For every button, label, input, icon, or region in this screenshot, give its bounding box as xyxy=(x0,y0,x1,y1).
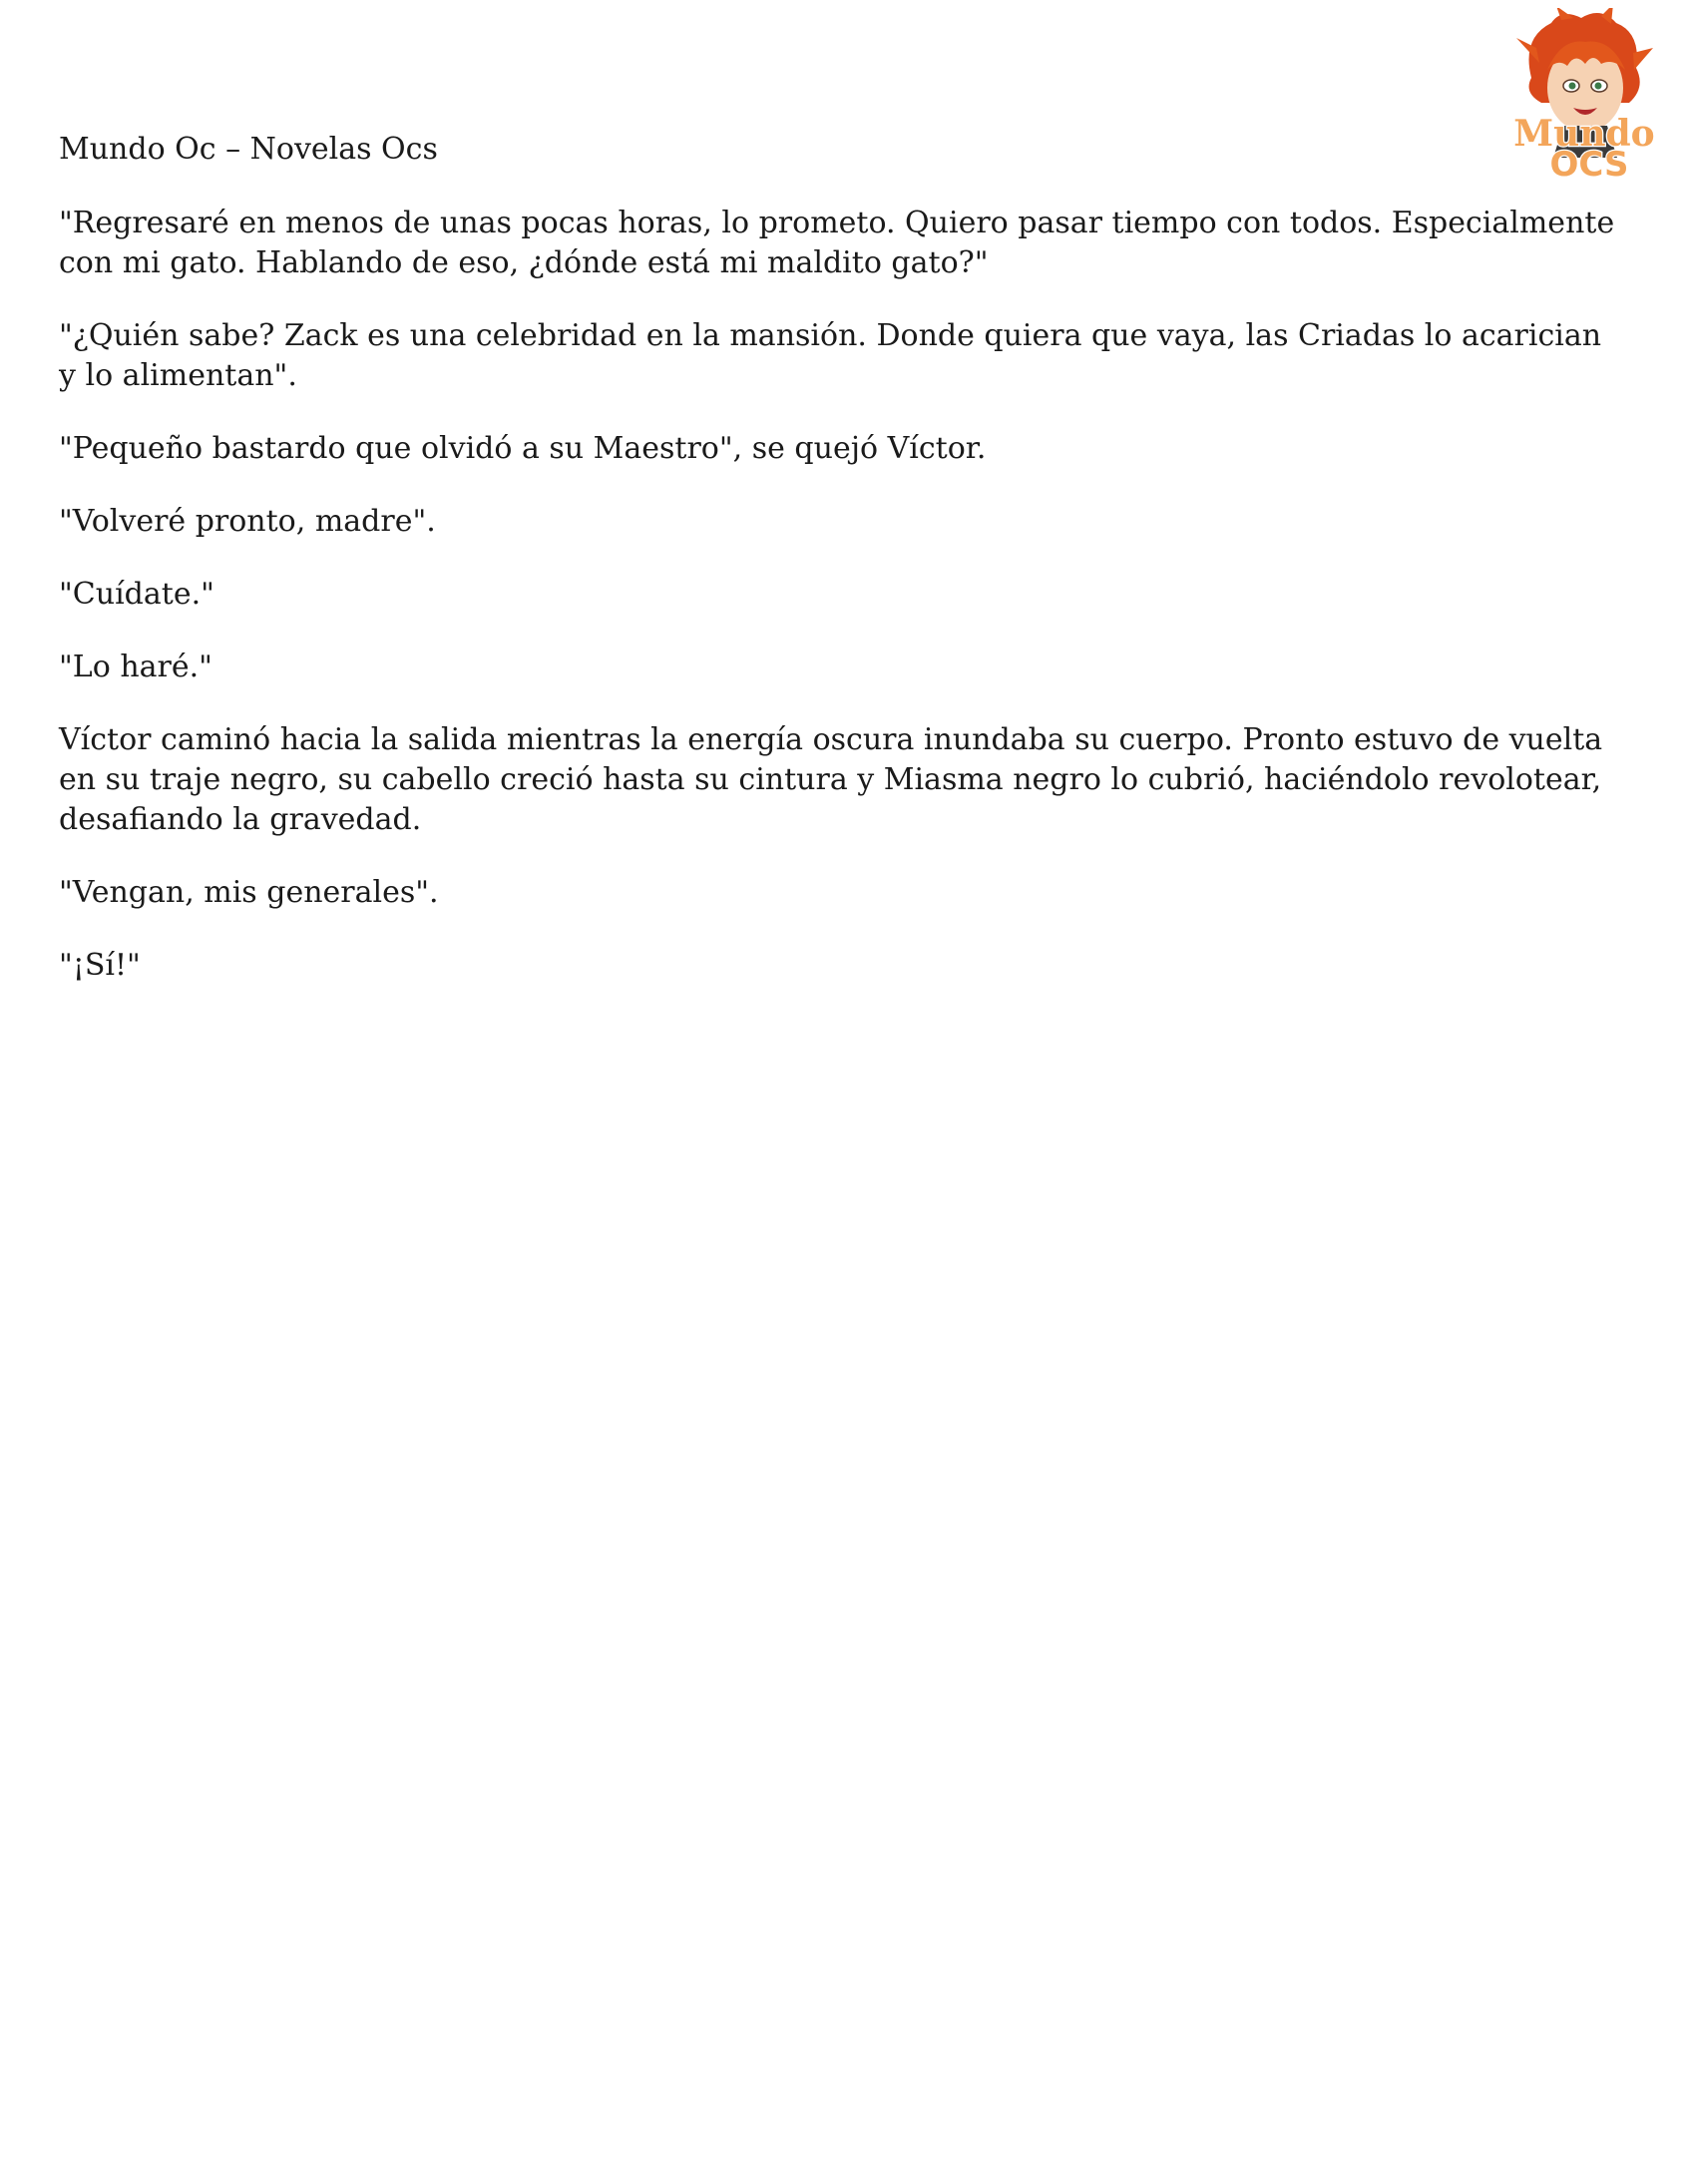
page-header: Mundo Oc – Novelas Ocs xyxy=(59,132,438,167)
paragraph: "Regresaré en menos de unas pocas horas, lo prometo. Quiero pasar tiempo con todos. Especialmente con mi gato. Hablando de eso, ¿dónde está mi maldito gato?" xyxy=(59,206,1615,280)
logo-text-top: Mundo xyxy=(1513,113,1655,155)
document-body xyxy=(59,204,1615,1019)
paragraph: Víctor caminó hacia la salida mientras la energía oscura inundaba su cuerpo. Pronto estuvo de vuelta en su traje negro, su cabello creció hasta su cintura y Miasma negro lo cubrió, haciéndolo revolotear, desafiando la gravedad. xyxy=(59,722,1603,837)
paragraph: "¡Sí!" xyxy=(59,948,141,983)
paragraph: "Vengan, mis generales". xyxy=(59,875,439,910)
paragraph: "Pequeño bastardo que olvidó a su Maestro", se quejó Víctor. xyxy=(59,431,987,466)
paragraph: "Cuídate." xyxy=(59,577,214,612)
logo-text-bottom: OCS xyxy=(1549,145,1629,184)
paragraph: "Lo haré." xyxy=(59,650,212,684)
paragraph: "Volveré pronto, madre". xyxy=(59,504,436,539)
mundo-ocs-logo-icon xyxy=(1501,8,1667,184)
paragraph: "¿Quién sabe? Zack es una celebridad en la mansión. Donde quiera que vaya, las Criadas lo acarician y lo alimentan". xyxy=(59,318,1602,393)
